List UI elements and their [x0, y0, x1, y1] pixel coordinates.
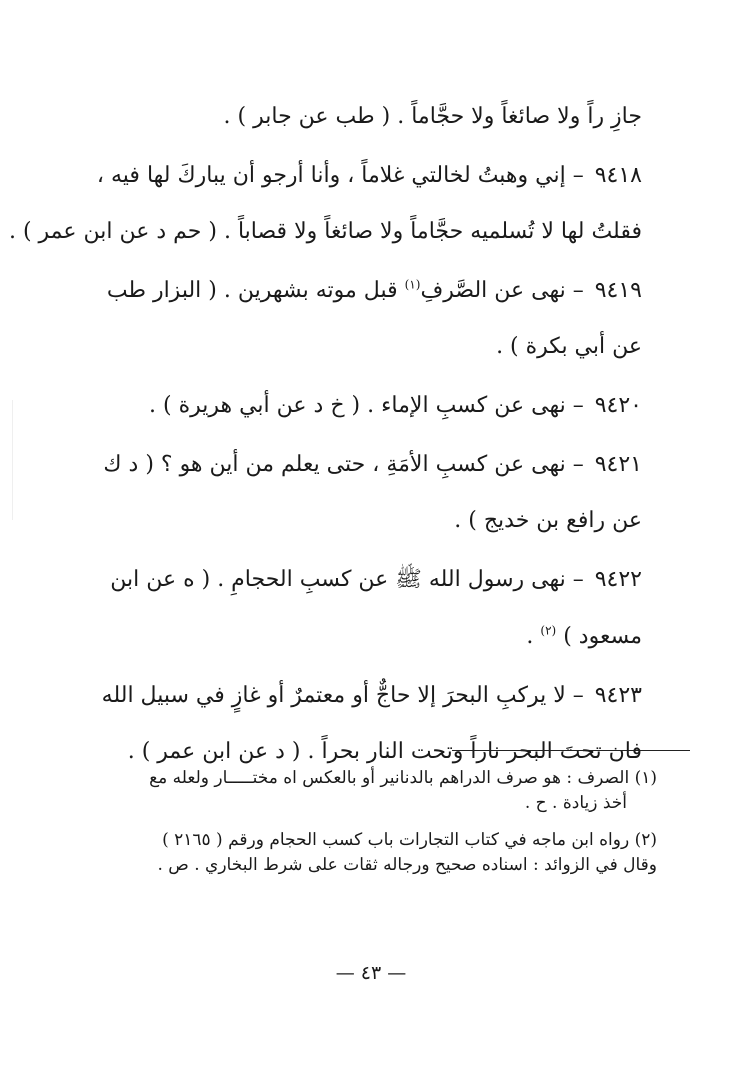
hadith-9423: [101, 681, 642, 711]
hadith-number: ٩٤٢٣: [594, 683, 642, 708]
hadith-text: قبل موته بشهرين . ( البزار طب: [106, 278, 398, 303]
hadith-9421-line-2: [122, 506, 642, 536]
footnote-text: (٢) رواه ابن ماجه في كتاب التجارات باب كسب الحجام ورقم ( ٢١٦٥ ): [162, 830, 657, 850]
hadith-9418: [96, 161, 642, 191]
hadith-9421: [103, 450, 642, 480]
hadith-text: – إني وهبتُ لخالتي غلاماً ، وأنا أرجو أن يباركَ لها فيه ،: [96, 163, 584, 188]
hadith-text: عن أبي بكرة ) .: [496, 334, 642, 359]
hadith-text: – نهى عن الصَّرفِ: [420, 278, 584, 303]
footnote-1: [122, 766, 657, 791]
line-text: جازِ راً ولا صائغاً ولا حجَّاماً . ( طب عن جابر ) .: [223, 104, 642, 129]
main-text: [8, 102, 642, 767]
hadith-number: ٩٤٢٢: [594, 567, 642, 592]
footnote-text: وقال في الزوائد : اسناده صحيح ورجاله ثقات على شرط البخاري . ص .: [157, 855, 657, 875]
hadith-text: فان تحتَ البحر ناراً وتحت النار بحراً . ( د عن ابن عمر ) .: [127, 739, 642, 764]
page-number: — ٤٣ —: [335, 962, 407, 984]
footnote-1-line-2: [122, 791, 657, 816]
hadith-text: عن رافع بن خديج ) .: [454, 508, 642, 533]
hadith-text: .: [526, 624, 534, 649]
page-crease: [12, 400, 13, 520]
hadith-text: – نهى عن كسبِ الأمَةِ ، حتى يعلم من أين هو ؟ ( د ك: [103, 452, 584, 477]
footnote-separator: [452, 750, 690, 751]
hadith-text: – لا يركبِ البحرَ إلا حاجٌّ أو معتمرٌ أو غازٍ في سبيل الله: [101, 683, 584, 708]
footnote-text: أخذ زيادة . ح .: [524, 793, 627, 813]
hadith-9422: [110, 565, 642, 595]
hadith-text: – نهى عن كسبِ الإماء . ( خ د عن أبي هريرة ) .: [149, 393, 584, 418]
footnote-text: (١) الصرف : هو صرف الدراهم بالدنانير أو بالعكس اه مختـــــار ولعله مع: [149, 768, 657, 788]
hadith-9422-line-2: [122, 622, 642, 652]
footnote-ref: (١): [404, 277, 421, 292]
hadith-number: ٩٤٢١: [594, 452, 642, 477]
footnote-ref: (٢): [540, 623, 557, 638]
hadith-9419: [106, 276, 642, 306]
hadith-text: – نهى رسول الله ﷺ عن كسبِ الحجامِ . ( ه عن ابن: [110, 567, 584, 592]
footnotes: [122, 766, 657, 878]
hadith-text: فقلتُ لها لا تُسلميه حجَّاماً ولا صائغاً ولا قصاباً . ( حم د عن ابن عمر ) .: [8, 219, 642, 244]
footnote-2-line-2: [122, 853, 657, 878]
hadith-text: مسعود ): [563, 624, 642, 649]
hadith-9423-line-2: [122, 737, 642, 767]
hadith-9419-line-2: [122, 332, 642, 362]
hadith-9418-line-2: [8, 217, 642, 247]
hadith-number: ٩٤٢٠: [594, 393, 642, 418]
hadith-9420: [122, 391, 642, 421]
hadith-number: ٩٤١٨: [594, 163, 642, 188]
continuation-line: [122, 102, 642, 132]
hadith-number: ٩٤١٩: [594, 278, 642, 303]
footnote-2: [122, 828, 657, 853]
